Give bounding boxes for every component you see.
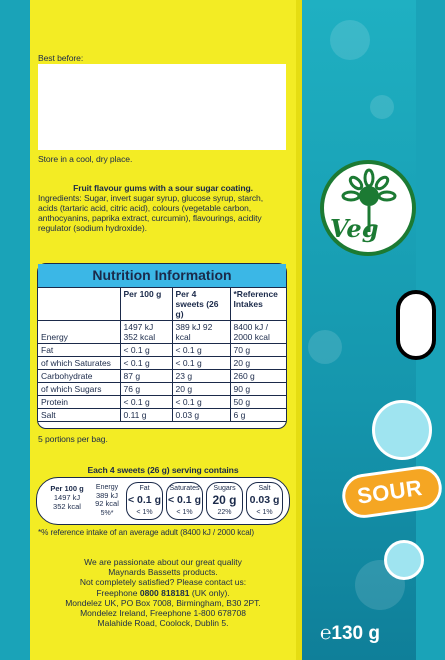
cell: 389 kJ 92 kcal <box>172 321 230 344</box>
table-row <box>38 409 286 422</box>
vegan-text: Veg <box>330 214 379 243</box>
company-line: Malahide Road, Coolock, Dublin 5. <box>97 618 229 629</box>
company-line: Mondelez UK, PO Box 7008, Birmingham, B30 2PT. <box>65 597 261 608</box>
sugars-value: 20 g <box>212 493 237 507</box>
company-info <box>30 557 296 628</box>
company-line: Maynards Bassetts products. <box>108 567 218 578</box>
saturates-value: < 0.1 g <box>168 494 201 506</box>
vegan-logo <box>320 160 416 256</box>
nutrition-grid <box>38 288 286 422</box>
bubble-decoration <box>370 95 394 119</box>
table-row <box>38 396 286 409</box>
panel-edge <box>296 0 302 660</box>
header-cell: *Reference Intakes <box>230 288 286 321</box>
freephone-number: 0800 818181 <box>139 587 190 598</box>
freephone-suffix: (UK only). <box>191 587 230 598</box>
saturates-pct: < 1% <box>176 509 193 516</box>
cell: 0.03 g <box>172 409 230 422</box>
gda-heading: Each 4 sweets (26 g) serving contains <box>87 465 239 475</box>
cell: < 0.1 g <box>120 344 172 357</box>
splash-decoration <box>372 400 432 460</box>
fat-cell <box>126 482 163 520</box>
nutrition-title: Nutrition Information <box>92 267 232 283</box>
header-cell: Per 100 g <box>120 288 172 321</box>
company-line: Mondelez Ireland, Freephone 1-800 678708 <box>80 608 246 619</box>
freephone-label: Freephone <box>96 587 138 598</box>
row-label: of which Saturates <box>38 357 120 370</box>
energy-pct: 5%* <box>100 510 114 517</box>
header-cell: Per 4 sweets (26 g) <box>172 288 230 321</box>
per100-block <box>47 484 87 511</box>
table-row <box>38 370 286 383</box>
gda-footnote: *% reference intake of an average adult (8400 kJ / 2000 kcal) <box>38 528 255 537</box>
table-row <box>38 321 286 344</box>
salt-value: 0.03 g <box>249 494 280 506</box>
energy-cell <box>90 482 124 520</box>
bubble-decoration <box>330 20 370 60</box>
sugars-pct: 22% <box>217 509 232 516</box>
table-header-row <box>38 288 286 321</box>
fat-label: Fat <box>139 485 150 492</box>
freephone-line <box>30 588 296 598</box>
saturates-cell <box>166 482 203 520</box>
saturates-label: Saturates <box>169 485 200 492</box>
cell: < 0.1 g <box>172 344 230 357</box>
ingredients-line: Ingredients: Sugar, invert sugar syrup, glucose syrup, starch, <box>38 193 263 203</box>
salt-pct: < 1% <box>256 509 273 516</box>
cell: 20 g <box>172 383 230 396</box>
reference-intake-strip <box>36 477 290 525</box>
cell: 76 g <box>120 383 172 396</box>
row-label: Carbohydrate <box>38 370 120 383</box>
header-cell <box>38 288 120 321</box>
salt-cell <box>246 482 283 520</box>
per100-label: Per 100 g <box>50 484 84 493</box>
ingredients-line: acids (tartaric acid, citric acid), colours (vegetable carbon, <box>38 203 252 213</box>
row-label: of which Sugars <box>38 383 120 396</box>
best-before-label: Best before: <box>38 53 84 63</box>
fat-value: < 0.1 g <box>128 494 161 506</box>
nutrition-header <box>38 264 286 288</box>
cell: 50 g <box>230 396 286 409</box>
salt-label: Salt <box>258 485 271 492</box>
cell: 90 g <box>230 383 286 396</box>
cell: 70 g <box>230 344 286 357</box>
cell: 87 g <box>120 370 172 383</box>
row-label: Energy <box>38 321 120 344</box>
energy-kj: 389 kJ <box>95 491 119 500</box>
splash-decoration <box>384 540 424 580</box>
bubble-decoration <box>308 330 342 364</box>
energy-kcal: 92 kcal <box>95 499 119 508</box>
cell: 6 g <box>230 409 286 422</box>
cell: 1497 kJ 352 kcal <box>120 321 172 344</box>
energy-label: Energy <box>95 484 119 491</box>
storage-instructions: Store in a cool, dry place. <box>38 154 133 164</box>
table-row <box>38 357 286 370</box>
cell: < 0.1 g <box>172 357 230 370</box>
character-eye <box>396 290 436 360</box>
cell: 260 g <box>230 370 286 383</box>
per100-kcal: 352 kcal <box>53 502 81 511</box>
ingredients-line: anthocyanins, paprika extract, curcumin), flavourings, acidity <box>38 213 262 223</box>
ingredients-line: regulator (sodium hydroxide). <box>38 223 147 233</box>
nutrition-table <box>37 263 287 429</box>
row-label: Salt <box>38 409 120 422</box>
product-description: Fruit flavour gums with a sour sugar coating. <box>73 183 253 193</box>
cell: < 0.1 g <box>120 357 172 370</box>
cell: 0.11 g <box>120 409 172 422</box>
cell: 20 g <box>230 357 286 370</box>
cell: 8400 kJ / 2000 kcal <box>230 321 286 344</box>
cell: < 0.1 g <box>172 396 230 409</box>
cell: 23 g <box>172 370 230 383</box>
per100-kj: 1497 kJ <box>53 493 81 502</box>
sugars-label: Sugars <box>213 485 236 492</box>
sour-text: SOUR <box>355 474 424 509</box>
company-line: We are passionate about our great quality <box>84 557 242 567</box>
sugars-cell <box>206 482 243 520</box>
best-before-box <box>38 64 286 150</box>
cell: < 0.1 g <box>120 396 172 409</box>
left-teal-stripe <box>0 0 30 660</box>
net-weight: ℮130 g <box>320 623 380 644</box>
company-line: Not completely satisfied? Please contact us: <box>79 577 247 588</box>
table-row <box>38 383 286 396</box>
table-row <box>38 344 286 357</box>
row-label: Fat <box>38 344 120 357</box>
fat-pct: < 1% <box>136 509 153 516</box>
portions-note: 5 portions per bag. <box>38 434 108 444</box>
row-label: Protein <box>38 396 120 409</box>
